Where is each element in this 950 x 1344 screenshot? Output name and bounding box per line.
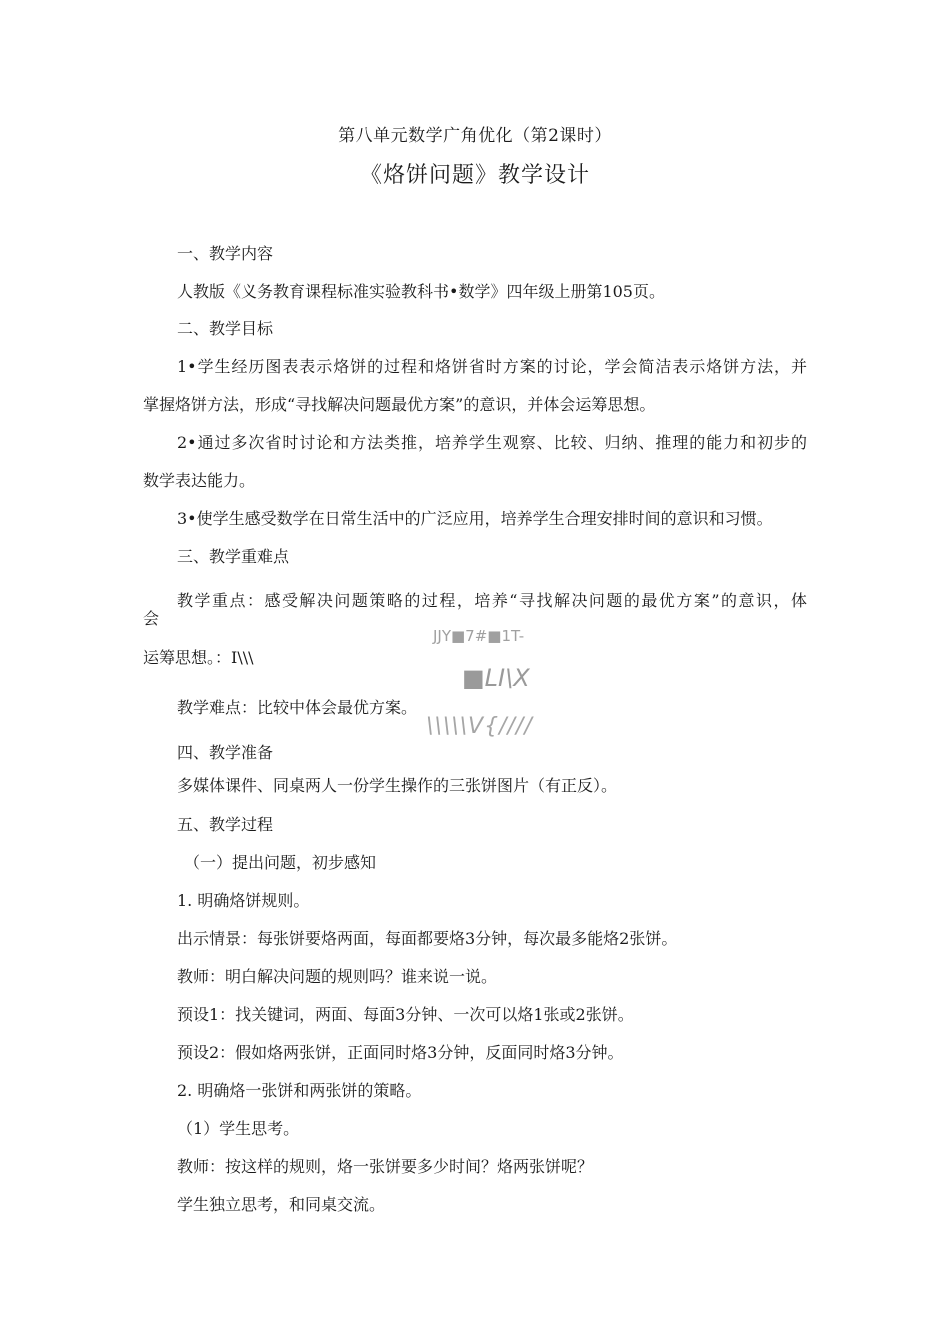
paragraph-content: 人教版《义务教育课程标准实验教科书•数学》四年级上册第105页。 — [177, 282, 665, 301]
paragraph-student-action: 学生独立思考，和同桌交流。 — [177, 1195, 386, 1214]
preparation-text: 多媒体课件、同桌两人一份学生操作的三张饼图片（有正反）。 — [177, 776, 618, 795]
key-point-line-2: 会 — [143, 609, 160, 628]
list-item: 1. 明确烙饼规则。 — [177, 891, 310, 910]
key-point-line-3: 运筹思想。：I\\\ — [143, 648, 254, 667]
goal-2-line-1: 2•通过多次省时讨论和方法类推，培养学生观察、比较、归纳、推理的能力和初步的 — [177, 433, 807, 452]
section-heading-content: 一、教学内容 — [177, 244, 274, 263]
sub-heading-1: （一）提出问题，初步感知 — [184, 853, 377, 872]
paragraph-teacher-1: 教师：明白解决问题的规则吗？谁来说一说。 — [177, 967, 498, 986]
paragraph-teacher-2: 教师：按这样的规则，烙一张饼要多少时间？烙两张饼呢？ — [177, 1157, 594, 1176]
goal-1-line-1: 1•学生经历图表表示烙饼的过程和烙饼省时方案的讨论，学会简洁表示烙饼方法，并 — [177, 357, 807, 376]
paragraph-preset-1: 预设1：找关键词，两面、每面3分钟、一次可以烙1张或2张饼。 — [177, 1005, 634, 1024]
section-heading-preparation: 四、教学准备 — [177, 743, 274, 762]
document-title: 《烙饼问题》教学设计 — [359, 163, 590, 188]
scan-artifact-text: ■LI\X — [462, 664, 530, 692]
paragraph-preset-2: 预设2：假如烙两张饼，正面同时烙3分钟，反面同时烙3分钟。 — [177, 1043, 624, 1062]
sub-list-item: （1）学生思考。 — [177, 1119, 300, 1138]
document-subtitle: 第八单元数学广角优化（第2课时） — [338, 126, 612, 146]
list-item: 2. 明确烙一张饼和两张饼的策略。 — [177, 1081, 422, 1100]
goal-2-line-2: 数学表达能力。 — [143, 471, 256, 490]
section-heading-process: 五、教学过程 — [177, 815, 274, 834]
section-heading-key-points: 三、教学重难点 — [177, 547, 290, 566]
scan-artifact-text: JJY■7#■1T- — [433, 627, 525, 645]
goal-1-line-2: 掌握烙饼方法，形成“寻找解决问题最优方案”的意识，并体会运筹思想。 — [143, 395, 656, 414]
key-point-line-1: 教学重点：感受解决问题策略的过程，培养“寻找解决问题的最优方案”的意识，体 — [177, 591, 807, 610]
section-heading-goals: 二、教学目标 — [177, 319, 274, 338]
paragraph-scenario: 出示情景：每张饼要烙两面，每面都要烙3分钟，每次最多能烙2张饼。 — [177, 929, 678, 948]
goal-3: 3•使学生感受数学在日常生活中的广泛应用，培养学生合理安排时间的意识和习惯。 — [177, 509, 773, 528]
difficulty-point: 教学难点：比较中体会最优方案。 — [177, 698, 418, 717]
scan-artifact-text: \\\\\V{//// — [426, 714, 533, 739]
